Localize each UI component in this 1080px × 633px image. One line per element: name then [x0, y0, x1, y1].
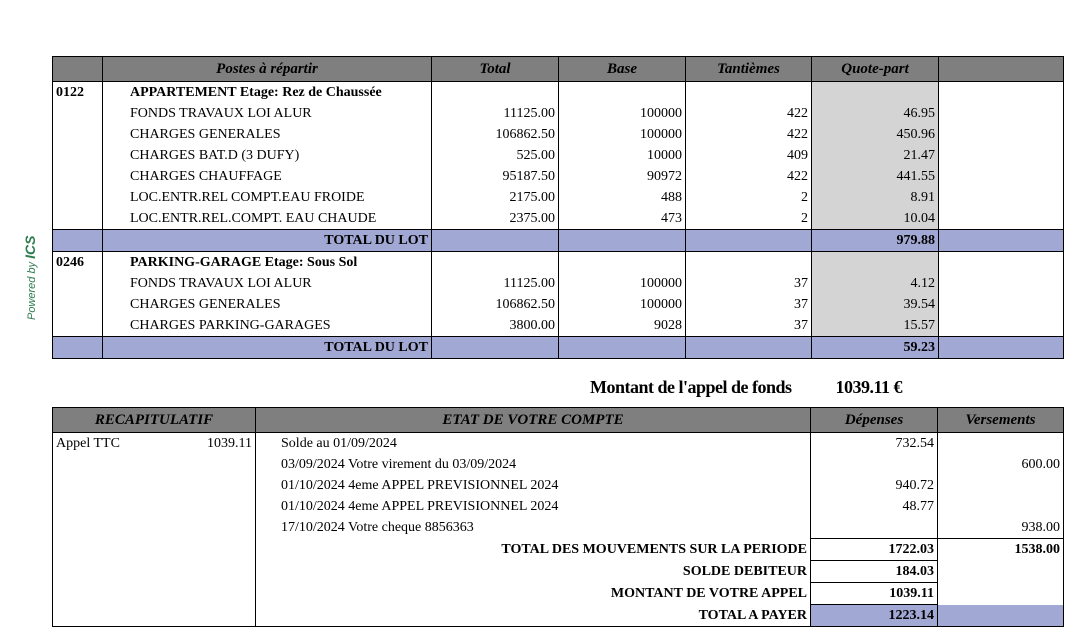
charge-row	[53, 294, 1064, 315]
lot-title: PARKING-GARAGE Etage: Sous Sol	[103, 252, 432, 274]
charge-tantiemes: 422	[686, 103, 812, 124]
charge-tantiemes: 2	[686, 208, 812, 230]
movement-depense: 940.72	[811, 475, 938, 496]
charge-total: 11125.00	[432, 103, 559, 124]
charge-row	[53, 208, 1064, 230]
movement-label: 17/10/2024 Votre cheque 8856363	[256, 517, 811, 539]
charge-row	[53, 273, 1064, 294]
charge-row	[53, 187, 1064, 208]
header-total: Total	[432, 57, 559, 82]
charge-base: 473	[559, 208, 686, 230]
movement-depense: 48.77	[811, 496, 938, 517]
charge-total: 525.00	[432, 145, 559, 166]
movement-versement	[938, 496, 1064, 517]
lot-total-row	[53, 337, 1064, 359]
charge-label: CHARGES CHAUFFAGE	[103, 166, 432, 187]
ics-brand: ICS	[22, 235, 38, 259]
movement-depense	[811, 517, 938, 539]
lot-number: 0122	[56, 85, 84, 100]
movement-row	[53, 517, 1064, 539]
charge-label: FONDS TRAVAUX LOI ALUR	[103, 273, 432, 294]
movement-versement: 600.00	[938, 454, 1064, 475]
lot-total-label: TOTAL DU LOT	[103, 337, 432, 359]
account-table	[52, 407, 1064, 627]
charge-row	[53, 124, 1064, 145]
header-tantiemes: Tantièmes	[686, 57, 812, 82]
header-quote-part: Quote-part	[812, 57, 939, 82]
account-header-row	[53, 408, 1064, 433]
header-postes: Postes à répartir	[103, 57, 432, 82]
charge-base: 100000	[559, 273, 686, 294]
charge-quote-part: 441.55	[812, 166, 939, 187]
movement-versement: 938.00	[938, 517, 1064, 539]
account-total-label: TOTAL A PAYER	[256, 605, 811, 627]
charge-tantiemes: 37	[686, 273, 812, 294]
charge-total: 106862.50	[432, 294, 559, 315]
charge-total: 11125.00	[432, 273, 559, 294]
movement-versement	[938, 433, 1064, 455]
header-etat: ETAT DE VOTRE COMPTE	[256, 408, 811, 433]
appel-value: 1039.11	[207, 436, 253, 451]
appel-label: Appel TTC	[56, 436, 120, 451]
movement-depense: 732.54	[811, 433, 938, 455]
charge-base: 100000	[559, 103, 686, 124]
account-total-row	[53, 605, 1064, 627]
charge-base: 100000	[559, 294, 686, 315]
lots-body	[53, 82, 1064, 359]
account-total-versement	[938, 561, 1064, 583]
movement-row	[53, 454, 1064, 475]
charge-base: 9028	[559, 315, 686, 337]
charge-row	[53, 315, 1064, 337]
account-total-label: SOLDE DEBITEUR	[256, 561, 811, 583]
account-total-label: TOTAL DES MOUVEMENTS SUR LA PERIODE	[256, 539, 811, 561]
account-total-row	[53, 561, 1064, 583]
charge-quote-part: 46.95	[812, 103, 939, 124]
charges-table	[52, 56, 1064, 359]
charge-label: CHARGES GENERALES	[103, 124, 432, 145]
movement-label: 01/10/2024 4eme APPEL PREVISIONNEL 2024	[256, 475, 811, 496]
charge-quote-part: 4.12	[812, 273, 939, 294]
account-total-versement	[938, 583, 1064, 605]
charge-tantiemes: 2	[686, 187, 812, 208]
charge-tantiemes: 422	[686, 166, 812, 187]
powered-by-logo	[22, 236, 38, 321]
lot-total-row	[53, 230, 1064, 252]
movement-depense	[811, 454, 938, 475]
movement-versement	[938, 475, 1064, 496]
charge-tantiemes: 422	[686, 124, 812, 145]
header-depenses: Dépenses	[811, 408, 938, 433]
charge-row	[53, 103, 1064, 124]
account-total-versement	[938, 605, 1064, 627]
header-recap: RECAPITULATIF	[53, 408, 256, 433]
lot-total-quote-part: 59.23	[812, 337, 939, 359]
montant-value: 1039.11 €	[835, 377, 903, 397]
movement-label: 03/09/2024 Votre virement du 03/09/2024	[256, 454, 811, 475]
lot-total-quote-part: 979.88	[812, 230, 939, 252]
movement-row	[53, 475, 1064, 496]
account-total-versement: 1538.00	[938, 539, 1064, 561]
movement-row	[53, 496, 1064, 517]
account-total-depense: 1223.14	[811, 605, 938, 627]
lot-header-row	[53, 252, 1064, 274]
account-total-depense: 1722.03	[811, 539, 938, 561]
montant-label: Montant de l'appel de fonds	[590, 377, 792, 397]
movement-row	[53, 433, 1064, 455]
charge-total: 95187.50	[432, 166, 559, 187]
account-total-depense: 184.03	[811, 561, 938, 583]
charge-label: CHARGES BAT.D (3 DUFY)	[103, 145, 432, 166]
charge-label: CHARGES PARKING-GARAGES	[103, 315, 432, 337]
charge-label: LOC.ENTR.REL COMPT.EAU FROIDE	[103, 187, 432, 208]
account-total-row	[53, 583, 1064, 605]
account-total-depense: 1039.11	[811, 583, 938, 605]
powered-by-text: Powered by	[26, 261, 38, 320]
lot-header-row	[53, 82, 1064, 104]
charge-label: FONDS TRAVAUX LOI ALUR	[103, 103, 432, 124]
charge-base: 488	[559, 187, 686, 208]
montant-appel	[590, 377, 902, 398]
charge-label: CHARGES GENERALES	[103, 294, 432, 315]
charge-base: 10000	[559, 145, 686, 166]
charge-total: 106862.50	[432, 124, 559, 145]
charge-row	[53, 145, 1064, 166]
charges-header-row	[53, 57, 1064, 82]
lot-total-label: TOTAL DU LOT	[103, 230, 432, 252]
header-base: Base	[559, 57, 686, 82]
charge-row	[53, 166, 1064, 187]
charge-tantiemes: 37	[686, 315, 812, 337]
charge-label: LOC.ENTR.REL.COMPT. EAU CHAUDE	[103, 208, 432, 230]
charge-total: 2175.00	[432, 187, 559, 208]
charge-total: 3800.00	[432, 315, 559, 337]
movement-label: Solde au 01/09/2024	[256, 433, 811, 455]
account-total-label: MONTANT DE VOTRE APPEL	[256, 583, 811, 605]
charge-base: 90972	[559, 166, 686, 187]
charge-tantiemes: 37	[686, 294, 812, 315]
header-versements: Versements	[938, 408, 1064, 433]
charge-quote-part: 450.96	[812, 124, 939, 145]
account-body	[53, 433, 1064, 627]
account-total-row	[53, 539, 1064, 561]
movement-label: 01/10/2024 4eme APPEL PREVISIONNEL 2024	[256, 496, 811, 517]
charge-tantiemes: 409	[686, 145, 812, 166]
charge-quote-part: 10.04	[812, 208, 939, 230]
charge-quote-part: 15.57	[812, 315, 939, 337]
charge-quote-part: 39.54	[812, 294, 939, 315]
charge-total: 2375.00	[432, 208, 559, 230]
lot-title: APPARTEMENT Etage: Rez de Chaussée	[103, 82, 432, 104]
lot-number: 0246	[56, 255, 84, 270]
charge-quote-part: 21.47	[812, 145, 939, 166]
charge-quote-part: 8.91	[812, 187, 939, 208]
charge-base: 100000	[559, 124, 686, 145]
